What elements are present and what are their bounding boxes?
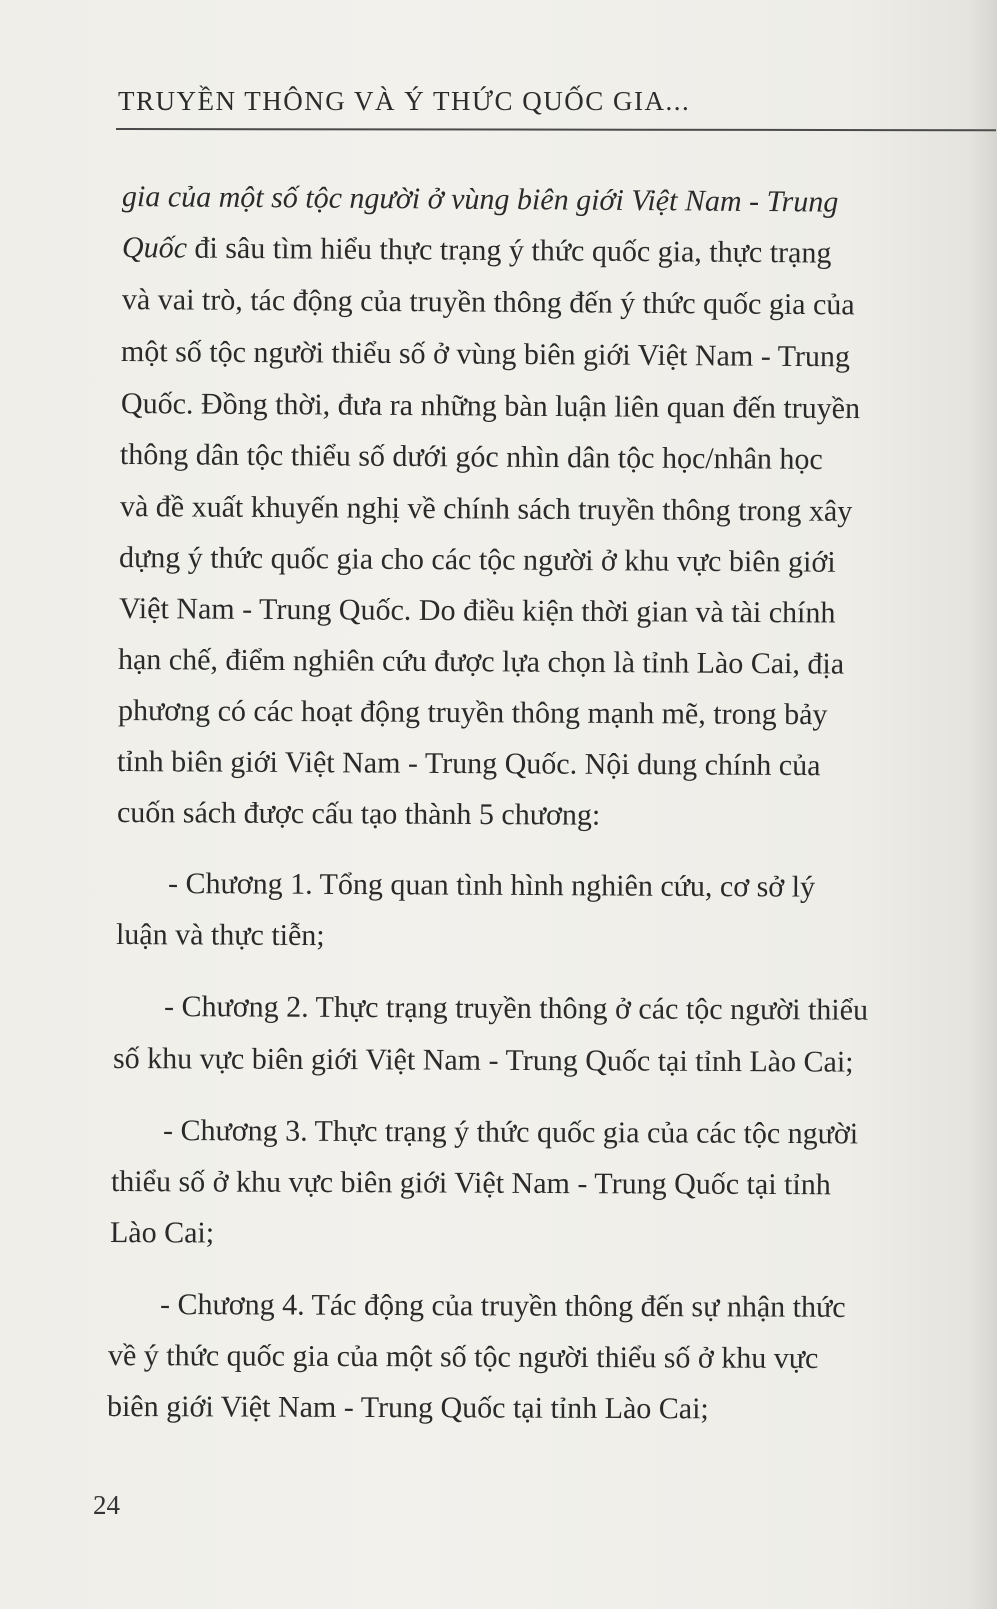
body-line-09: Việt Nam - Trung Quốc. Do điều kiện thời gian và tài chính (118, 592, 836, 630)
body-line-02 (122, 231, 832, 271)
body-line-11: phương có các hoạt động truyền thông mạnh mẽ, trong bảy (117, 694, 828, 732)
body-line-12: tỉnh biên giới Việt Nam - Trung Quốc. Nội dung chính của (116, 745, 821, 783)
body-line-02-rest: đi sâu tìm hiểu thực trạng ý thức quốc gia, thực trạng (186, 231, 832, 270)
chapter-4-line-2: về ý thức quốc gia của một số tộc người thiểu số ở khu vực (107, 1339, 819, 1375)
chapter-2-line-1: - Chương 2. Thực trạng truyền thông ở các tộc người thiểu (163, 990, 869, 1027)
chapter-2-line-2: số khu vực biên giới Việt Nam - Trung Quốc tại tỉnh Lào Cai; (112, 1042, 854, 1079)
chapter-1-line-1: - Chương 1. Tổng quan tình hình nghiên cứu, cơ sở lý (167, 867, 816, 904)
body-line-13: cuốn sách được cấu tạo thành 5 chương: (116, 796, 601, 832)
chapter-4-line-3: biên giới Việt Nam - Trung Quốc tại tỉnh Lào Cai; (106, 1390, 709, 1426)
page-edge-shadow (969, 0, 997, 1609)
body-line-05: Quốc. Đồng thời, đưa ra những bàn luận liên quan đến truyền (120, 387, 861, 426)
body-line-07: và đề xuất khuyến nghị về chính sách truyền thông trong xây (119, 490, 853, 528)
chapter-4-line-1: - Chương 4. Tác động của truyền thông đến sự nhận thức (159, 1288, 846, 1324)
body-line-06: thông dân tộc thiểu số dưới góc nhìn dân tộc học/nhân học (119, 438, 823, 476)
running-header: TRUYỀN THÔNG VÀ Ý THỨC QUỐC GIA... (118, 86, 691, 116)
chapter-3-line-2: thiểu số ở khu vực biên giới Việt Nam - Trung Quốc tại tỉnh (110, 1165, 831, 1202)
body-line-03: và vai trò, tác động của truyền thông đến ý thức quốc gia của (121, 283, 855, 322)
chapter-3-line-3: Lào Cai; (109, 1216, 215, 1250)
chapter-1-line-2: luận và thực tiễn; (115, 918, 325, 953)
page-number: 24 (93, 1490, 120, 1520)
header-divider (116, 128, 996, 131)
body-line-10: hạn chế, điểm nghiên cứu được lựa chọn là tỉnh Lào Cai, địa (117, 643, 845, 681)
chapter-3-line-1: - Chương 3. Thực trạng ý thức quốc gia của các tộc người (162, 1114, 859, 1151)
body-line-04: một số tộc người thiểu số ở vùng biên giới Việt Nam - Trung (120, 335, 851, 374)
body-line-08: dựng ý thức quốc gia cho các tộc người ở khu vực biên giới (118, 541, 836, 579)
body-line-01: gia của một số tộc người ở vùng biên giới Việt Nam - Trung (121, 180, 839, 219)
body-line-02-italic: Quốc (121, 231, 188, 265)
